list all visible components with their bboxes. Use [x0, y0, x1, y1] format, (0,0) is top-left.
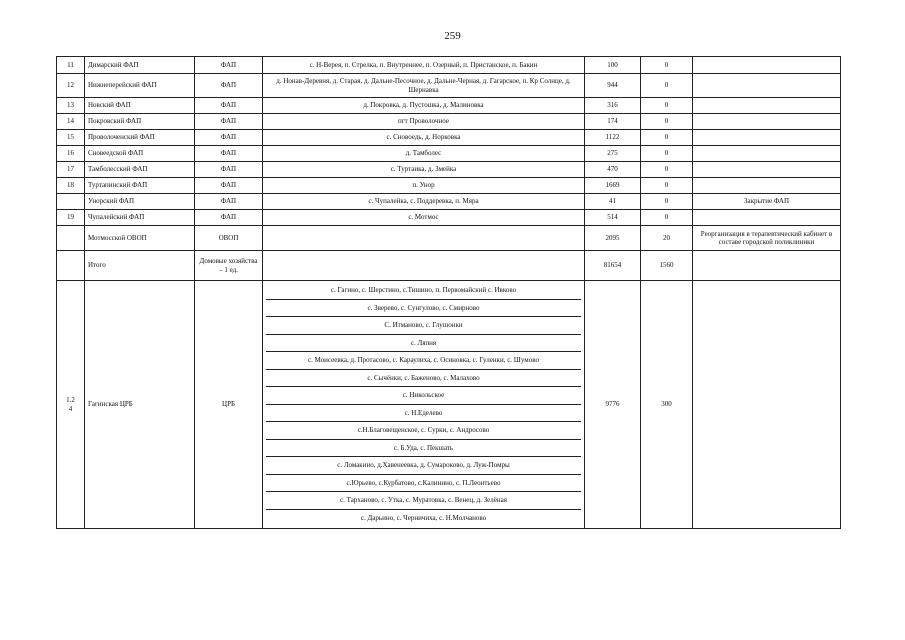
- row-number: 16: [57, 146, 85, 162]
- note: [693, 57, 841, 74]
- secondary-value: 1560: [641, 251, 693, 281]
- facility-name: Мотмосской ОВОП: [85, 226, 195, 251]
- served-locations: с. Мотмос: [263, 210, 585, 226]
- row-number: 14: [57, 114, 85, 130]
- facility-name: Унорский ФАП: [85, 194, 195, 210]
- table-row: [57, 74, 841, 98]
- location-item: с. Ломакино, д.Хавенеевка, д. Сумароково, д. Луж-Помры: [266, 457, 581, 475]
- facility-name: Туртапинский ФАП: [85, 178, 195, 194]
- table-row: [57, 194, 841, 210]
- population-value: 174: [585, 114, 641, 130]
- served-locations-list: [263, 281, 585, 529]
- population-value: 944: [585, 74, 641, 98]
- facility-name: Тамболесский ФАП: [85, 162, 195, 178]
- row-number: 12: [57, 74, 85, 98]
- served-locations: [263, 226, 585, 251]
- table-row: [57, 251, 841, 281]
- population-value: 514: [585, 210, 641, 226]
- facility-type: ФАП: [195, 162, 263, 178]
- facility-type: ФАП: [195, 57, 263, 74]
- population-value: 470: [585, 162, 641, 178]
- served-locations: п. Унор: [263, 178, 585, 194]
- facility-type: ФАП: [195, 114, 263, 130]
- location-item: с. Гагино, с. Шерстино, с.Тишино, п. Первомайский с. Ивково: [266, 282, 581, 300]
- facility-name: Итого: [85, 251, 195, 281]
- location-item: с. Тарханово, с. Утка, с. Муратовка, с. Венец, д. Зелёная: [266, 492, 581, 510]
- table-row: [57, 162, 841, 178]
- served-locations: с. Чупалейка, с. Поддеревка, п. Мяра: [263, 194, 585, 210]
- population-value: 9776: [585, 281, 641, 529]
- facility-type: ФАП: [195, 194, 263, 210]
- location-item: с. Н.Еделево: [266, 405, 581, 423]
- population-value: 1122: [585, 130, 641, 146]
- note: [693, 210, 841, 226]
- note: [693, 74, 841, 98]
- facility-type: ОВОП: [195, 226, 263, 251]
- served-locations: д. Покровка, д. Пустошка, д. Малиновка: [263, 98, 585, 114]
- location-item: с. Моисеевка, д. Протасово, с. Караулиха, с. Осиновка, с. Гуленки, с. Шумово: [266, 352, 581, 370]
- facility-type: ФАП: [195, 74, 263, 98]
- note: Закрытие ФАП: [693, 194, 841, 210]
- note: [693, 130, 841, 146]
- secondary-value: 0: [641, 146, 693, 162]
- facility-name: Димарский ФАП: [85, 57, 195, 74]
- facilities-table: [56, 56, 841, 529]
- row-number: 15: [57, 130, 85, 146]
- table-row: [57, 57, 841, 74]
- row-number: [57, 251, 85, 281]
- table-row: [57, 98, 841, 114]
- served-locations: с. Н-Верея, п. Стрелка, п. Внутреннее, п. Озерный, п. Пристанское, п. Бакин: [263, 57, 585, 74]
- facility-name: Проволоченский ФАП: [85, 130, 195, 146]
- served-locations: с. Туртаика, д. Змейка: [263, 162, 585, 178]
- facility-type: ЦРБ: [195, 281, 263, 529]
- location-item: с.Н.Благовещенское, с. Сурки, с. Андросово: [266, 422, 581, 440]
- secondary-value: 0: [641, 74, 693, 98]
- row-number: [57, 194, 85, 210]
- facility-type: Домовые хозяйства – 1 ед.: [195, 251, 263, 281]
- table-row: [57, 226, 841, 251]
- row-number: [57, 226, 85, 251]
- note: [693, 281, 841, 529]
- row-number: 19: [57, 210, 85, 226]
- secondary-value: 0: [641, 194, 693, 210]
- table-row: [57, 114, 841, 130]
- facility-name: Гагинская ЦРБ: [85, 281, 195, 529]
- secondary-value: 20: [641, 226, 693, 251]
- table-row: [57, 210, 841, 226]
- location-item: с. Сычёнки, с. Баженово, с. Малахово: [266, 370, 581, 388]
- table-row: [57, 178, 841, 194]
- population-value: 41: [585, 194, 641, 210]
- location-item: с. Никольское: [266, 387, 581, 405]
- facility-type: ФАП: [195, 146, 263, 162]
- row-number: 1.2 4: [57, 281, 85, 529]
- secondary-value: 300: [641, 281, 693, 529]
- population-value: 81654: [585, 251, 641, 281]
- served-locations: [263, 251, 585, 281]
- table-body: [57, 57, 841, 529]
- secondary-value: 0: [641, 114, 693, 130]
- note: [693, 114, 841, 130]
- location-item: с. Б.Уда, с. Пекшать: [266, 440, 581, 458]
- facility-type: ФАП: [195, 98, 263, 114]
- facility-name: Нижнеперейский ФАП: [85, 74, 195, 98]
- served-locations: д. Нонав-Деревня, д. Старая, д. Дальне-Песочное, д. Дальне-Черная, д. Гагарское, п. Кр Солнце, д. Шернавка: [263, 74, 585, 98]
- location-item: с. Зверево, с. Сунгулово, с. Смирново: [266, 300, 581, 318]
- facility-name: Новский ФАП: [85, 98, 195, 114]
- secondary-value: 0: [641, 162, 693, 178]
- secondary-value: 0: [641, 178, 693, 194]
- row-number: 17: [57, 162, 85, 178]
- secondary-value: 0: [641, 210, 693, 226]
- served-locations: с. Сновоедь, д. Норковка: [263, 130, 585, 146]
- secondary-value: 0: [641, 57, 693, 74]
- secondary-value: 0: [641, 98, 693, 114]
- table-row-crb: [57, 281, 841, 529]
- facility-type: ФАП: [195, 210, 263, 226]
- note: [693, 251, 841, 281]
- row-number: 13: [57, 98, 85, 114]
- table-row: [57, 130, 841, 146]
- note: [693, 178, 841, 194]
- population-value: 2095: [585, 226, 641, 251]
- population-value: 275: [585, 146, 641, 162]
- row-number: 18: [57, 178, 85, 194]
- population-value: 100: [585, 57, 641, 74]
- facility-name: Чупалейский ФАП: [85, 210, 195, 226]
- note: Реорганизация в терапевтический кабинет в составе городской поликлиники: [693, 226, 841, 251]
- population-value: 1669: [585, 178, 641, 194]
- served-locations: пгт Проволочное: [263, 114, 585, 130]
- facility-type: ФАП: [195, 178, 263, 194]
- facility-name: Сновеедской ФАП: [85, 146, 195, 162]
- note: [693, 98, 841, 114]
- population-value: 316: [585, 98, 641, 114]
- location-item: С. Итманово, с. Глушонки: [266, 317, 581, 335]
- location-item: с.Юрьево, с.Курбатово, с.Калинино, с. П.Леонтьево: [266, 475, 581, 493]
- secondary-value: 0: [641, 130, 693, 146]
- table-row: [57, 146, 841, 162]
- location-item: с. Дарьино, с. Черничиха, с. Н.Молчаново: [360, 514, 487, 523]
- facility-type: ФАП: [195, 130, 263, 146]
- served-locations: д. Тамболес: [263, 146, 585, 162]
- page-number: 259: [444, 30, 461, 42]
- location-item: с. Ляпня: [266, 335, 581, 353]
- note: [693, 162, 841, 178]
- note: [693, 146, 841, 162]
- facility-name: Покровский ФАП: [85, 114, 195, 130]
- row-number: 11: [57, 57, 85, 74]
